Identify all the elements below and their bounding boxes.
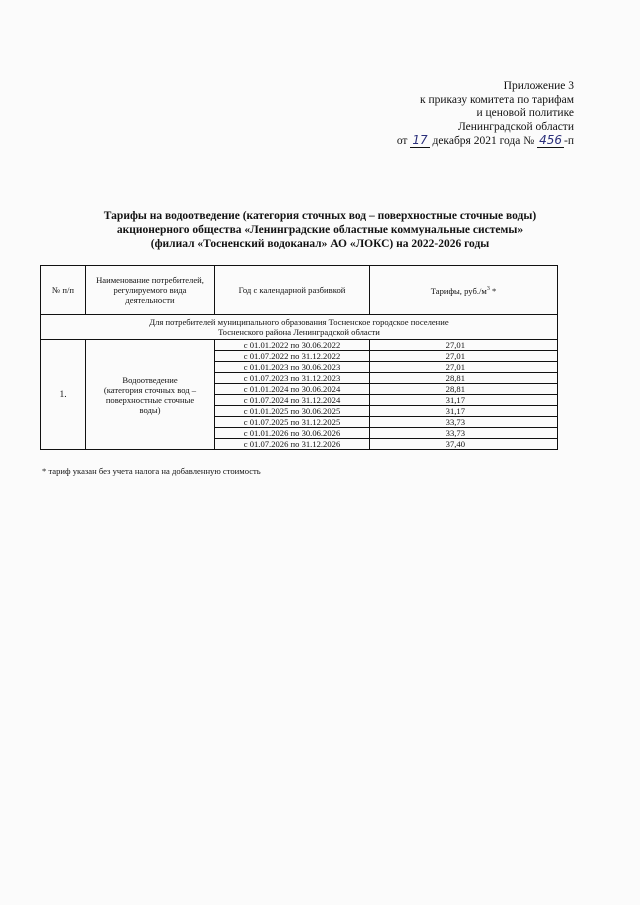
item-number: 1. <box>41 340 86 450</box>
title-line-1: Тарифы на водоотведение (категория сточных вод – поверхностные сточные воды) <box>103 210 537 222</box>
tariff-value-cell: 31,17 <box>370 406 558 417</box>
item-name: Водоотведение (категория сточных вод – поверхностные сточные воды) <box>86 340 215 450</box>
title-line-3: (филиал «Тосненский водоканал» АО «ЛОКС) на 2022-2026 годы <box>150 238 490 250</box>
tariff-value-cell: 31,17 <box>370 395 558 406</box>
handwritten-number: 456 <box>539 133 563 147</box>
appendix-title: Приложение 3 <box>503 80 574 92</box>
appendix-header <box>360 80 574 149</box>
title-line-2: акционерного общества «Ленинградские областные коммунальные системы» <box>116 224 524 236</box>
period-cell: с 01.01.2024 по 30.06.2024 <box>215 384 370 395</box>
period-cell: с 01.07.2023 по 31.12.2023 <box>215 373 370 384</box>
period-cell: с 01.01.2025 по 30.06.2025 <box>215 406 370 417</box>
handwritten-day: 17 <box>412 133 428 147</box>
period-cell: с 01.07.2024 по 31.12.2024 <box>215 395 370 406</box>
period-cell: с 01.01.2023 по 30.06.2023 <box>215 362 370 373</box>
appendix-date-line <box>360 134 574 149</box>
tariff-value-cell: 27,01 <box>370 340 558 351</box>
header-name: Наименование потребителей, регулируемого вида деятельности <box>86 266 215 315</box>
tariff-value-cell: 27,01 <box>370 351 558 362</box>
consumer-group-row <box>41 315 558 340</box>
date-middle: декабря 2021 года № <box>432 135 535 147</box>
tariff-table <box>40 265 558 450</box>
period-cell: с 01.01.2026 по 30.06.2026 <box>215 428 370 439</box>
appendix-policy: и ценовой политике <box>476 107 574 119</box>
document-title <box>60 209 580 251</box>
tariff-value-cell: 28,81 <box>370 384 558 395</box>
header-period: Год с календарной разбивкой <box>215 266 370 315</box>
tariff-value-cell: 33,73 <box>370 417 558 428</box>
appendix-order-ref: к приказу комитета по тарифам <box>420 93 574 106</box>
tariff-value-cell: 33,73 <box>370 428 558 439</box>
period-cell: с 01.07.2025 по 31.12.2025 <box>215 417 370 428</box>
date-prefix: от <box>396 135 408 147</box>
appendix-region: Ленинградской области <box>457 120 574 133</box>
period-cell: с 01.07.2026 по 31.12.2026 <box>215 439 370 450</box>
consumer-group: Для потребителей муниципального образования Тосненское городское поселение Тосненского района Ленинградской области <box>41 315 558 340</box>
footnote: * тариф указан без учета налога на добавленную стоимость <box>42 466 261 476</box>
tariff-value-cell: 28,81 <box>370 373 558 384</box>
period-cell: с 01.01.2022 по 30.06.2022 <box>215 340 370 351</box>
tariff-value-cell: 27,01 <box>370 362 558 373</box>
tariff-value-cell: 37,40 <box>370 439 558 450</box>
period-cell: с 01.07.2022 по 31.12.2022 <box>215 351 370 362</box>
tariff-rows <box>41 340 558 450</box>
date-suffix: -п <box>564 135 574 147</box>
table-row <box>41 340 558 351</box>
header-tariff: Тарифы, $руб./м^3$ * <box>370 266 558 315</box>
header-number: № п/п <box>41 266 86 315</box>
table-header-row <box>41 266 558 315</box>
